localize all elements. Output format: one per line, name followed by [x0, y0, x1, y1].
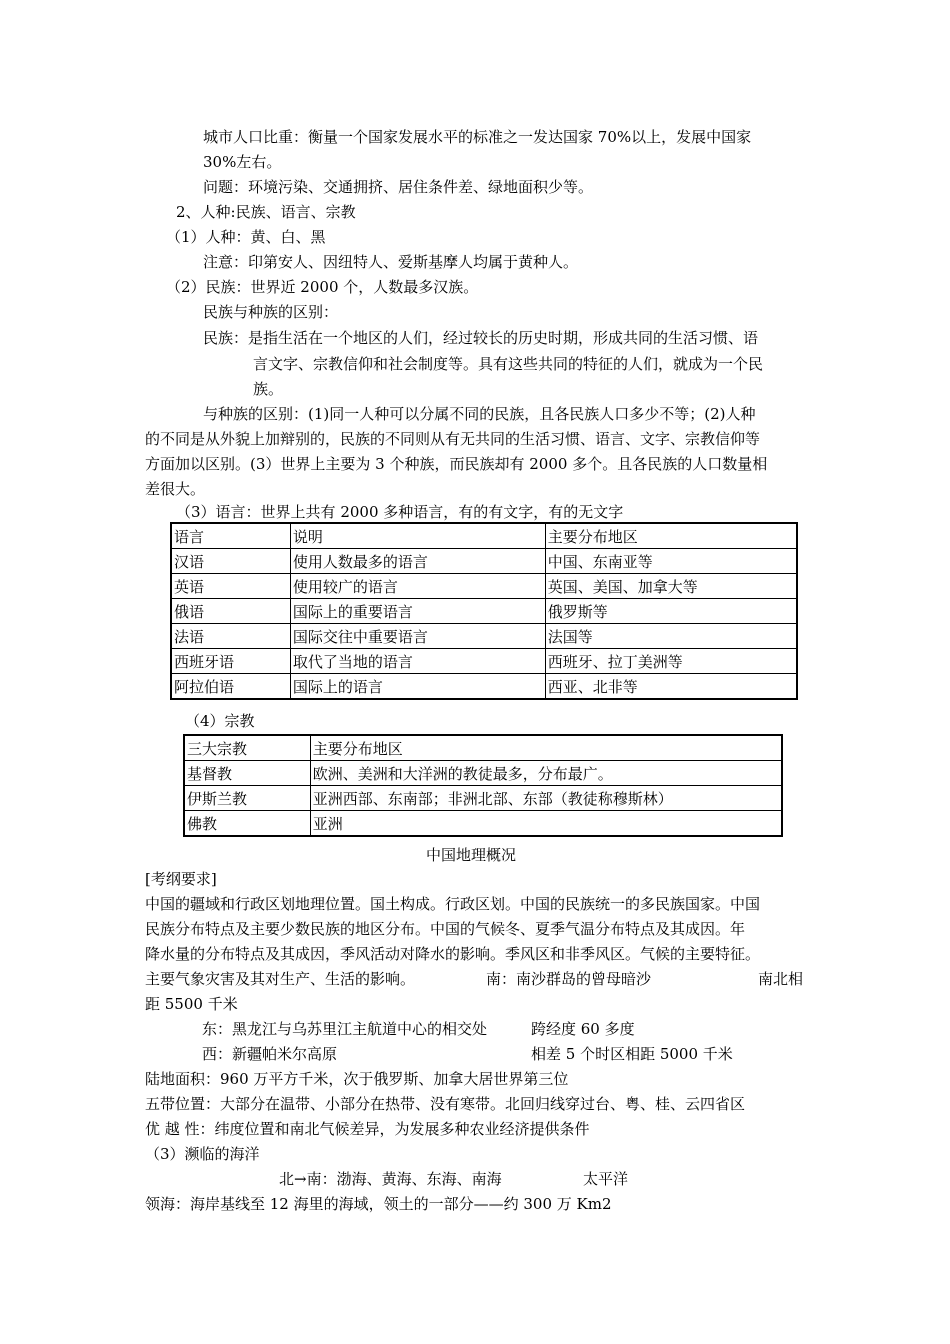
table-header-cell: 主要分布地区 [310, 735, 782, 761]
table-header-cell: 语言 [171, 523, 290, 549]
arrow-right-icon: → [294, 1170, 307, 1188]
table-cell: 使用较广的语言 [290, 574, 545, 599]
table-cell: 欧洲、美洲和大洋洲的教徒最多，分布最广。 [310, 761, 782, 786]
table-cell: 伊斯兰教 [184, 786, 310, 811]
urban-ratio-line: 城市人口比重：衡量一个国家发展水平的标准之一发达国家 70%以上，发展中国家 [203, 128, 752, 146]
table-row [184, 761, 782, 786]
china-section-title: 中国地理概况 [426, 846, 517, 864]
ethnic-line: （2）民族：世界近 2000 个，人数最多汉族。 [166, 278, 479, 296]
table-row [171, 549, 797, 574]
table-cell: 国际交往中重要语言 [290, 624, 545, 649]
longitude-span: 跨经度 60 多度 [531, 1020, 635, 1038]
race-diff-para-2: 的不同是从外貌上加辩别的，民族的不同则从有无共同的生活习惯、语言、文字、宗教信仰等 [145, 430, 761, 448]
table-row [184, 786, 782, 811]
pacific-ocean: 太平洋 [583, 1170, 629, 1188]
table-header-cell: 主要分布地区 [545, 523, 797, 549]
table-cell: 英国、美国、加拿大等 [545, 574, 797, 599]
ethnic-definition-2: 言文字、宗教信仰和社会制度等。具有这些共同的特征的人们，就成为一个民 [253, 355, 764, 373]
urban-ratio-line-cont: 30%左右。 [203, 153, 282, 171]
table-cell: 汉语 [171, 549, 290, 574]
table-row [184, 811, 782, 837]
race-line: （1）人种：黄、白、黑 [166, 228, 326, 246]
table-row [171, 574, 797, 599]
race-diff-para-4: 差很大。 [145, 480, 206, 498]
table-cell: 英语 [171, 574, 290, 599]
table-cell: 使用人数最多的语言 [290, 549, 545, 574]
syllabus-line-1: 中国的疆域和行政区划地理位置。国土构成。行政区划。中国的民族统一的多民族国家。中国 [145, 895, 761, 913]
seas-north: 北 [279, 1170, 295, 1188]
table-cell: 法国等 [545, 624, 797, 649]
language-title: （3）语言：世界上共有 2000 多种语言，有的有文字，有的无文字 [176, 503, 624, 521]
table-cell: 中国、东南亚等 [545, 549, 797, 574]
seas-title: （3）濒临的海洋 [145, 1145, 260, 1163]
section-2-title: 2、人种:民族、语言、宗教 [176, 203, 356, 221]
advantage: 优 越 性：纬度位置和南北气候差异，为发展多种农业经济提供条件 [145, 1120, 590, 1138]
syllabus-line-3: 降水量的分布特点及其成因，季风活动对降水的影响。季风区和非季风区。气候的主要特征。 [145, 945, 761, 963]
race-diff-para-3: 方面加以区别。(3）世界上主要为 3 个种族，而民族却有 2000 多个。且各民族的人口数量相 [145, 455, 768, 473]
table-cell: 西亚、北非等 [545, 674, 797, 700]
table-cell: 取代了当地的语言 [290, 649, 545, 674]
urban-problems: 问题：环境污染、交通拥挤、居住条件差、绿地面积少等。 [203, 178, 594, 196]
language-table [170, 522, 798, 700]
ethnic-definition-1: 民族：是指生活在一个地区的人们，经过较长的历史时期，形成共同的生活习惯、语 [203, 329, 759, 347]
religion-title: （4）宗教 [185, 712, 255, 730]
table-row [171, 599, 797, 624]
west-extreme: 西：新疆帕米尔高原 [202, 1045, 338, 1063]
ethnic-definition-3: 族。 [253, 380, 284, 398]
syllabus-line-4: 主要气象灾害及其对生产、生活的影响。 [145, 970, 416, 988]
land-area: 陆地面积：960 万平方千米，次于俄罗斯、加拿大居世界第三位 [145, 1070, 569, 1088]
table-header-cell: 说明 [290, 523, 545, 549]
table-header-row [171, 523, 797, 549]
table-header-row [184, 735, 782, 761]
syllabus-label: [考纲要求] [145, 870, 217, 888]
ns-distance-cont: 距 5500 千米 [145, 995, 238, 1013]
east-extreme: 东：黑龙江与乌苏里江主航道中心的相交处 [202, 1020, 488, 1038]
table-cell: 亚洲 [310, 811, 782, 837]
table-cell: 基督教 [184, 761, 310, 786]
climate-zones: 五带位置：大部分在温带、小部分在热带、没有寒带。北回归线穿过台、粤、桂、云四省区 [145, 1095, 746, 1113]
table-cell: 亚洲西部、东南部；非洲北部、东部（教徒称穆斯林） [310, 786, 782, 811]
religion-table [183, 734, 783, 837]
table-cell: 国际上的语言 [290, 674, 545, 700]
table-cell: 西班牙语 [171, 649, 290, 674]
timezone-diff: 相差 5 个时区相距 5000 千米 [531, 1045, 733, 1063]
table-row [171, 624, 797, 649]
table-header-cell: 三大宗教 [184, 735, 310, 761]
table-cell: 俄罗斯等 [545, 599, 797, 624]
table-cell: 西班牙、拉丁美洲等 [545, 649, 797, 674]
table-cell: 阿拉伯语 [171, 674, 290, 700]
table-row [171, 674, 797, 700]
table-row [171, 649, 797, 674]
south-extreme: 南：南沙群岛的曾母暗沙 [486, 970, 652, 988]
territorial-sea: 领海：海岸基线至 12 海里的海域，领土的一部分——约 300 万 Km2 [145, 1195, 612, 1213]
seas-line [279, 1169, 502, 1189]
race-note: 注意：印第安人、因纽特人、爱斯基摩人均属于黄种人。 [203, 253, 579, 271]
syllabus-line-2: 民族分布特点及主要少数民族的地区分布。中国的气候冬、夏季气温分布特点及其成因。年 [145, 920, 746, 938]
ns-distance: 南北相 [758, 970, 804, 988]
table-cell: 国际上的重要语言 [290, 599, 545, 624]
seas-list: 南：渤海、黄海、东海、南海 [306, 1170, 502, 1188]
ethnic-diff-title: 民族与种族的区别： [203, 303, 339, 321]
table-cell: 佛教 [184, 811, 310, 837]
race-diff-para-1: 与种族的区别：(1)同一人种可以分属不同的民族，且各民族人口多少不等；(2)人种 [203, 405, 756, 423]
table-cell: 法语 [171, 624, 290, 649]
table-cell: 俄语 [171, 599, 290, 624]
